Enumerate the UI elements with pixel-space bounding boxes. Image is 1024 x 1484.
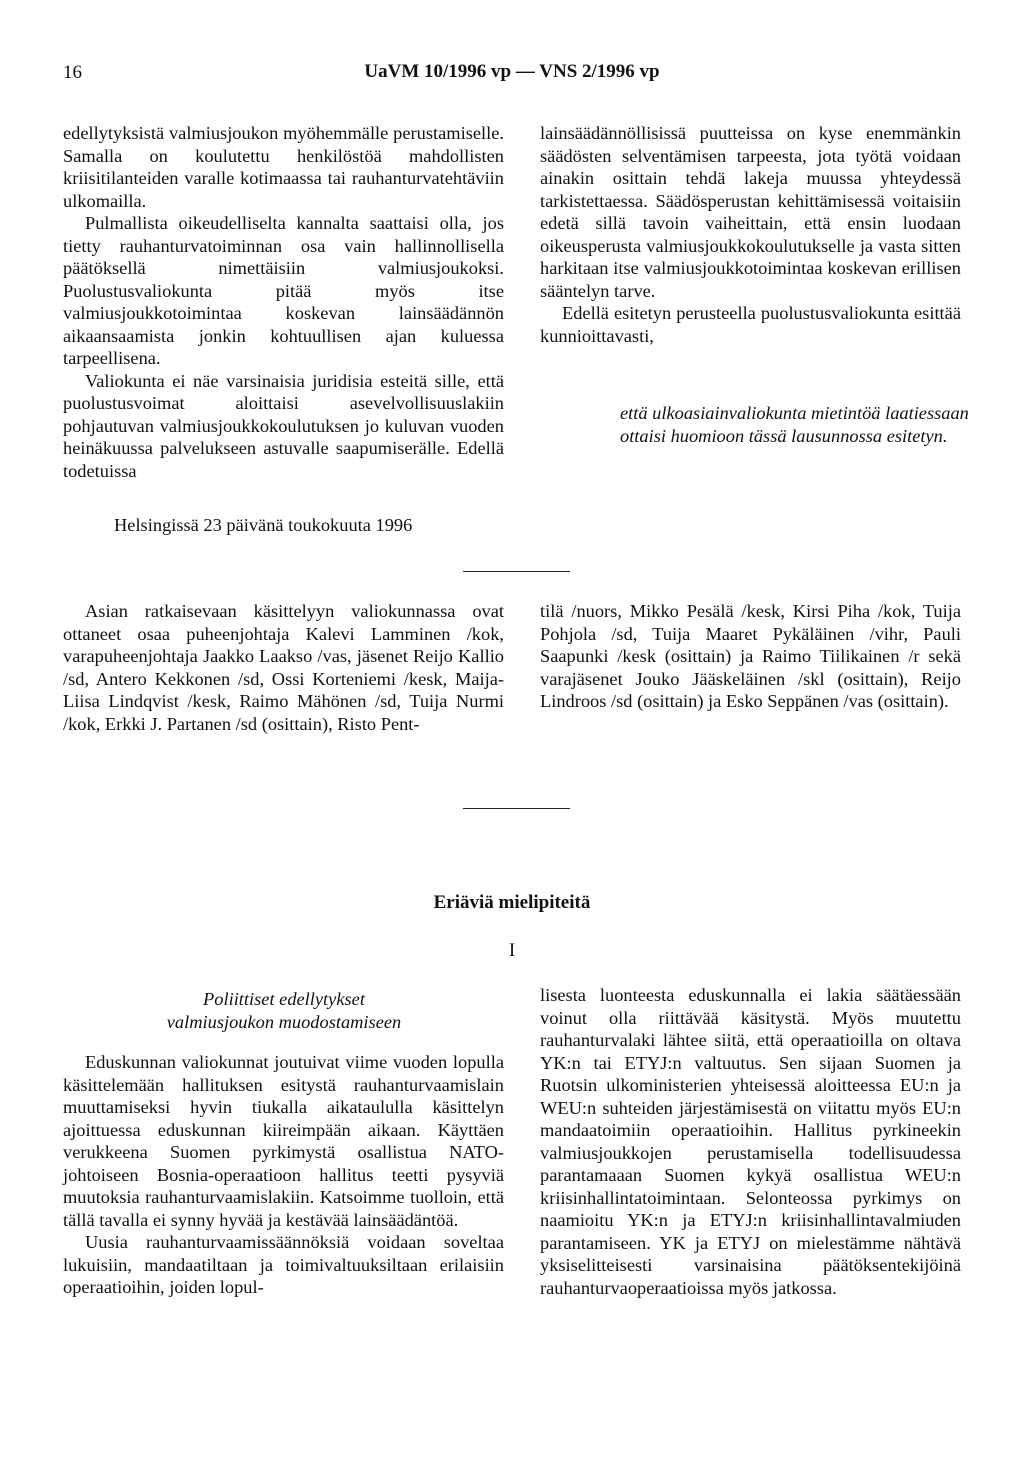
upper-right-paragraph-1: lainsäädännöllisissä puutteissa on kyse enemmänkin säädösten selventämisen tarpeesta, jota työtä voidaan ainakin osittain tehdä lakeja muussa yhteydessä tarkistettaessa. Säädösperustan kehittämisessä voitaisiin edetä sillä tavoin vaiheittain, että ensin luodaan oikeusperusta valmiusjoukkokoulutukselle ja vasta sitten harkitaan itse valmiusjoukkotoimintaa koskevan erillisen sääntelyn tarve. <box>540 123 961 301</box>
dissent-heading: Eriäviä mielipiteitä <box>433 892 591 913</box>
dissent-right-paragraph-1: lisesta luonteesta eduskunnalla ei lakia säätäessään voinut olla riittävää käsitystä. Myös muutettu rauhanturvalaki lähtee siitä, että operaatioilla on oltava YK:n tai ETYJ:n valtuutus. Sen sijaan Suomen ja Ruotsin ulkoministerien yhteisessä aloitteessa EU:n ja WEU:n suhteiden järjestämisestä on viitattu myös EU:n mandaatoimiin operaatioihin. Hallitus pyrkineekin valmiusjoukkojen perustamisella todellisuudessa parantamaaan Suomen kykyä osallistua WEU:n kriisinhallintatoimintaan. Selonteossa pyrkimys on naamioitu YK:n ja ETYJ:n kriisinhallintavalmiuden parantamiseen. YK ja ETYJ on mielestämme nähtävä yksiselitteisesti varsinaisina päätöksentekijöinä rauhanturvaoperaatioissa myös jatkossa. <box>540 985 961 1298</box>
participants-right: tilä /nuors, Mikko Pesälä /kesk, Kirsi Piha /kok, Tuija Pohjola /sd, Tuija Maaret Pykäläinen /vihr, Pauli Saapunki /kesk (osittain) ja Raimo Tiilikainen /r sekä varajäsenet Jouko Jääskeläinen /skl (osittain), Reijo Lindroos /sd (osittain) ja Esko Seppänen /vas (osittain). <box>540 601 961 711</box>
upper-left-column <box>63 122 504 482</box>
dissent-roman-numeral: I <box>508 940 516 961</box>
upper-right-paragraph-2: Edellä esitetyn perusteella puolustusvaliokunta esittää kunnioittavasti, <box>540 303 961 346</box>
place-date: Helsingissä 23 päivänä toukokuuta 1996 <box>114 515 413 535</box>
dissent-left-paragraph-2: Uusia rauhanturvaamissäännöksiä voidaan soveltaa lukuisiin, mandaatiltaan ja toimivaltuuksiltaan erilaisiin operaatioihin, joiden lopul- <box>63 1232 504 1297</box>
upper-left-paragraph-3: Valiokunta ei näe varsinaisia juridisia esteitä sille, että puolustusvoimat aloittaisi asevelvollisuuslakiin pohjautuvan valmiusjoukkokoulutuksen jo kuluvan vuoden heinäkuussa palvelukseen astuvalle saapumiserälle. Edellä todetuissa <box>63 370 504 481</box>
dissent-left-column <box>63 1051 504 1299</box>
dissent-subheading: Poliittiset edellytykset valmiusjoukon muodostamiseen <box>166 989 402 1032</box>
page-number: 16 <box>63 62 82 83</box>
participants-left: Asian ratkaisevaan käsittelyyn valiokunnassa ovat ottaneet osaa puheenjohtaja Kalevi Lamminen /kok, varapuheenjohtaja Jaakko Laakso /vas, jäsenet Reijo Kallio /sd, Antero Kekkonen /sd, Ossi Korteniemi /kesk, Maija-Liisa Lindqvist /kesk, Raimo Mähönen /sd, Tuija Nurmi /kok, Erkki J. Partanen /sd (osittain), Risto Pent- <box>63 601 504 734</box>
proposal-text: että ulkoasiainvaliokunta mietintöä laatiessaan ottaisi huomioon tässä lausunnossa esitetyn. <box>620 403 969 446</box>
running-header-title: UaVM 10/1996 vp — VNS 2/1996 vp <box>364 61 660 82</box>
dissent-right-column <box>540 984 961 1299</box>
separator-rule-2 <box>463 808 570 809</box>
separator-rule-1 <box>463 571 570 572</box>
upper-left-paragraph-1: edellytyksistä valmiusjoukon myöhemmälle perustamiselle. Samalla on koulutettu henkilöstöä mahdollisten kriisitilanteiden varalle kotimaassa tai rauhanturvatehtäviin ulkomailla. <box>63 123 504 211</box>
dissent-left-paragraph-1: Eduskunnan valiokunnat joutuivat viime vuoden lopulla käsittelemään hallituksen esitystä rauhanturvaamislain muuttamiseksi hyvin tiukalla aikataululla käsittelyn ajoittuessa eduskunnan kiireimpään aikaan. Käyttäen verukkeena Suomen pyrkimystä osallistua NATO-johtoiseen Bosnia-operaatioon hallitus teetti pysyviä muutoksia rauhanturvaamislakiin. Katsoimme tuolloin, että tällä tavalla ei synny hyvää ja kestävää lainsäädäntöä. <box>63 1052 504 1230</box>
upper-left-paragraph-2: Pulmallista oikeudelliselta kannalta saattaisi olla, jos tietty rauhanturvatoiminnan osa vain hallinnollisella päätöksellä nimettäisiin valmiusjoukoksi. Puolustusvaliokunta pitää myös itse valmiusjoukkotoimintaa koskevan lainsäädännön aikaansaamista jonkin kohtuullisen ajan kuluessa tarpeellisena. <box>63 213 504 368</box>
upper-right-column <box>540 122 961 347</box>
